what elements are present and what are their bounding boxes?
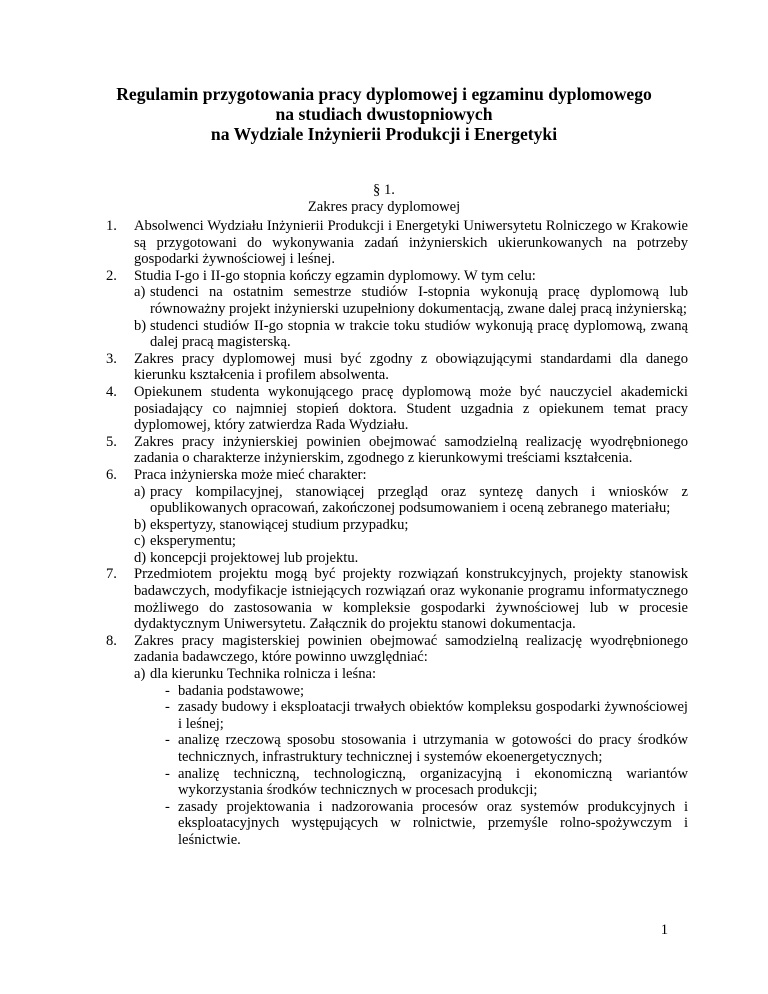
document-title xyxy=(100,84,668,144)
item-text: Przedmiotem projektu mogą być projekty rozwiązań konstrukcyjnych, projekty stanowisk badawczych, modyfikacje istniejących rozwiązań oraz wykonanie programu informatycznego możliwego do zastosowania w kompleksie gospodarki żywnościowej lub w procesie dydaktycznym Uniwersytetu. Załącznik do projektu stanowi dokumentacja. xyxy=(134,566,688,633)
section-header xyxy=(100,182,668,215)
sub-item-text: studenci na ostatnim semestrze studiów I-stopnia wykonują pracę dyplomową lub równoważny projekt inżynierski uzupełniony dokumentacją, zwane dalej pracą inżynierską; xyxy=(150,284,688,317)
dash-item-text: zasady projektowania i nadzorowania procesów oraz systemów produkcyjnych i eksploatacyjnych występujących w rolnictwie, przemyśle rolno-spożywczym i leśnictwie. xyxy=(178,798,688,848)
item-number: 1. xyxy=(106,218,117,234)
sub-item-letter: d) xyxy=(134,549,147,566)
item-number: 5. xyxy=(106,433,117,450)
sub-item-text: eksperymentu; xyxy=(150,533,236,550)
numbered-item-3 xyxy=(106,351,688,384)
item-number: 6. xyxy=(106,466,117,483)
sub-item-text: pracy kompilacyjnej, stanowiącej przegląd oraz syntezę danych i wniosków z opublikowanych opracowań, zakończonej podsumowaniem i oceną zebranego materiału; xyxy=(150,483,688,517)
page-number: 1 xyxy=(660,922,668,938)
numbered-item-8 xyxy=(106,633,688,666)
sub-item-letter: a) xyxy=(134,284,146,301)
regulation-body xyxy=(106,218,688,849)
sub-item-6d xyxy=(106,550,688,567)
dash-bullet: - xyxy=(165,798,170,815)
item-text: Opiekunem studenta wykonującego pracę dyplomową może być nauczyciel akademicki posiadający co najmniej stopień doktora. Student uzgadnia z opiekunem temat pracy dyplomowej, który zatwierdza Rada Wydziału. xyxy=(134,383,688,434)
numbered-item-4 xyxy=(106,384,688,434)
title-line-3: na Wydziale Inżynierii Produkcji i Energetyki xyxy=(210,124,558,144)
item-number: 4. xyxy=(106,383,117,400)
sub-item-text: koncepcji projektowej lub projektu. xyxy=(150,549,359,566)
sub-item-letter: c) xyxy=(134,533,146,550)
sub-item-2a xyxy=(106,284,688,317)
item-text: Zakres pracy inżynierskiej powinien obejmować samodzielną realizację wyodrębnionego zadania o charakterze inżynierskim, zgodnego z kierunkowymi treściami kształcenia. xyxy=(134,433,688,467)
sub-item-letter: b) xyxy=(134,317,147,334)
item-number: 3. xyxy=(106,350,117,367)
sub-item-text: dla kierunku Technika rolnicza i leśna: xyxy=(150,666,377,683)
sub-item-2b xyxy=(106,318,688,351)
dash-item-text: analizę rzeczową sposobu stosowania i utrzymania w gotowości do pracy środków technicznych, infrastruktury technicznej i systemów ekoenergetycznych; xyxy=(178,732,688,765)
dash-bullet: - xyxy=(165,682,170,699)
item-text: Zakres pracy magisterskiej powinien obejmować samodzielną realizację wyodrębnionego zadania badawczego, które powinno uwzględniać: xyxy=(134,632,688,666)
dash-bullet: - xyxy=(165,699,170,716)
dash-item xyxy=(106,766,688,799)
sub-item-6b xyxy=(106,517,688,534)
section-mark: § 1. xyxy=(373,182,395,198)
sub-item-letter: a) xyxy=(134,483,146,500)
section-heading: Zakres pracy dyplomowej xyxy=(307,198,461,215)
sub-item-8a xyxy=(106,666,688,683)
numbered-item-6 xyxy=(106,467,688,484)
sub-item-text: studenci studiów II-go stopnia w trakcie toku studiów wykonują pracę dyplomową, zwaną dalej pracą magisterską. xyxy=(150,317,688,351)
dash-item xyxy=(106,732,688,765)
dash-item xyxy=(106,683,688,700)
dash-bullet: - xyxy=(165,732,170,749)
title-line-2: na studiach dwustopniowych xyxy=(275,104,493,124)
item-text: Absolwenci Wydziału Inżynierii Produkcji i Energetyki Uniwersytetu Rolniczego w Krakowie są przygotowani do wykonywania zadań inżynierskich ukierunkowanych na potrzeby gospodarki żywnościowej i leśnej. xyxy=(134,218,688,268)
item-text: Zakres pracy dyplomowej musi być zgodny z obowiązującymi standardami dla danego kierunku kształcenia i profilem absolwenta. xyxy=(134,350,688,384)
title-line-1: Regulamin przygotowania pracy dyplomowej i egzaminu dyplomowego xyxy=(116,84,652,104)
dash-item-text: zasady budowy i eksploatacji trwałych obiektów kompleksu gospodarki żywnościowej i leśnej; xyxy=(178,699,688,732)
numbered-item-5 xyxy=(106,434,688,467)
sub-item-letter: b) xyxy=(134,516,147,533)
item-number: 8. xyxy=(106,632,117,649)
numbered-item-7 xyxy=(106,566,688,632)
item-text: Studia I-go i II-go stopnia kończy egzamin dyplomowy. W tym celu: xyxy=(134,267,536,284)
dash-item xyxy=(106,799,688,849)
dash-item-text: badania podstawowe; xyxy=(178,682,305,699)
item-text: Praca inżynierska może mieć charakter: xyxy=(134,466,367,483)
dash-item xyxy=(106,699,688,732)
sub-item-6c xyxy=(106,533,688,550)
sub-item-6a xyxy=(106,484,688,517)
numbered-item-1 xyxy=(106,218,688,268)
dash-item-text: analizę techniczną, technologiczną, organizacyjną i ekonomiczną wariantów wykorzystania środków technicznych w procesach produkcji; xyxy=(178,765,688,799)
sub-item-letter: a) xyxy=(134,666,146,683)
sub-item-text: ekspertyzy, stanowiącej studium przypadku; xyxy=(150,516,409,533)
numbered-item-2 xyxy=(106,268,688,285)
item-number: 7. xyxy=(106,566,117,583)
item-number: 2. xyxy=(106,267,117,284)
dash-bullet: - xyxy=(165,765,170,782)
